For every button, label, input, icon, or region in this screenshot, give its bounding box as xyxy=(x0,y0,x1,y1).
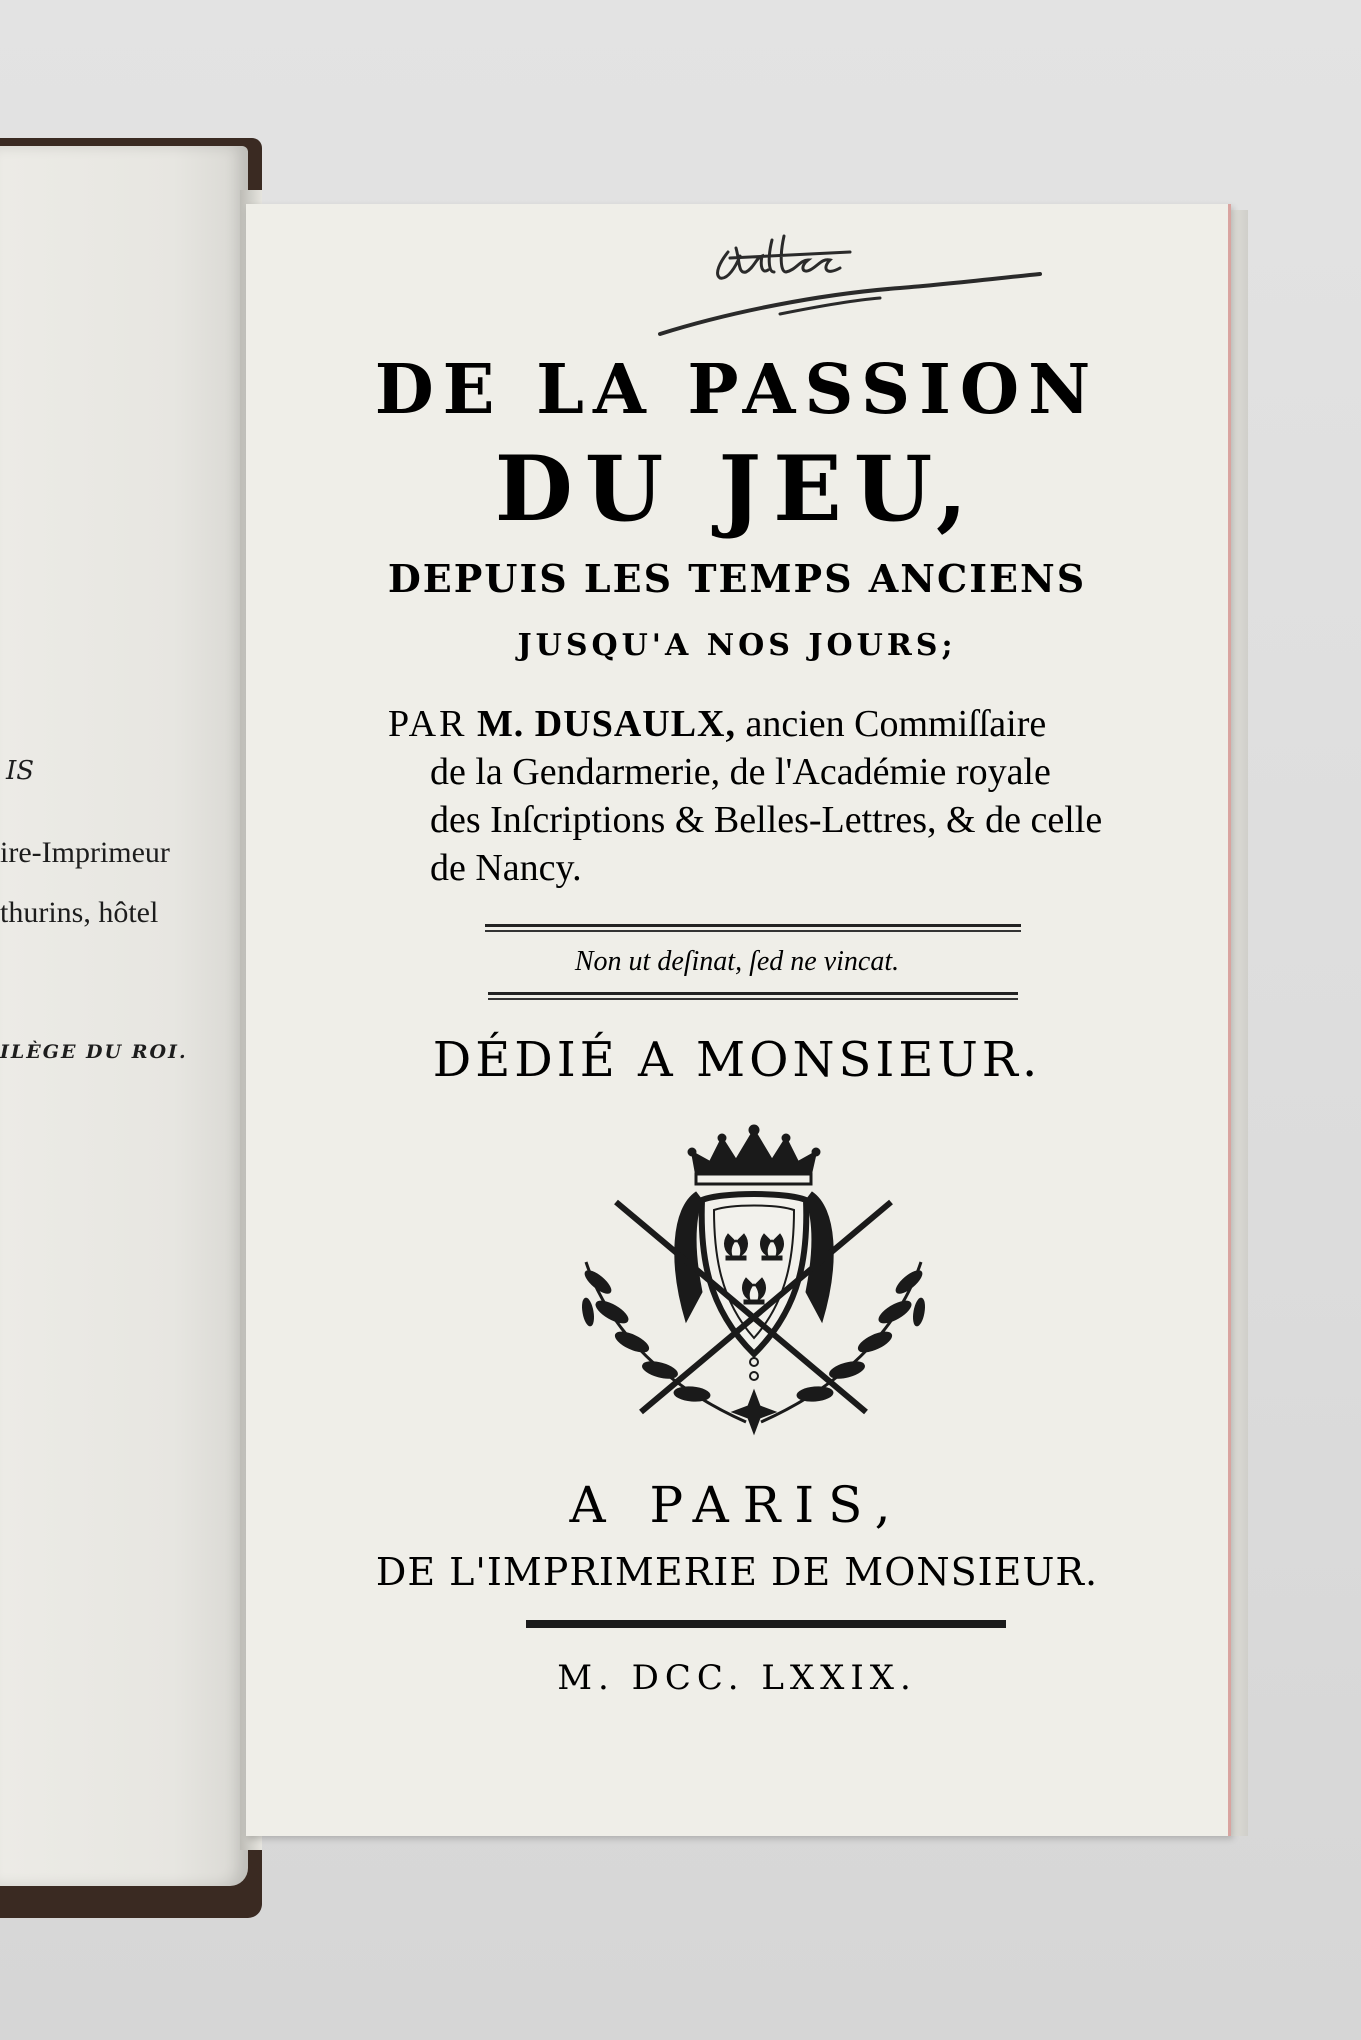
title-line-2: DU JEU, xyxy=(494,436,980,542)
motto: Non ut deſinat, ſed ne vincat. xyxy=(574,946,900,977)
subtitle-line-2: JUSQU'A NOS JOURS; xyxy=(517,628,957,663)
left-page-line-2: ire-Imprimeur xyxy=(0,836,170,869)
author-line-3: des Inſcriptions & Belles-Lettres, & de celle xyxy=(430,799,1103,841)
royal-crest-icon xyxy=(576,1122,931,1447)
imprint-place: A PARIS, xyxy=(569,1476,905,1534)
imprint-printer: DE L'IMPRIMERIE DE MONSIEUR. xyxy=(375,1550,1099,1594)
handwritten-signature xyxy=(650,222,1050,342)
double-rule-bottom xyxy=(488,992,1018,1000)
thick-rule xyxy=(526,1620,1006,1628)
author-line-2: de la Gendarmerie, de l'Académie royale xyxy=(430,751,1051,793)
double-rule-top xyxy=(485,924,1021,932)
dedication: DÉDIÉ A MONSIEUR. xyxy=(432,1032,1042,1088)
author-line-4: de Nancy. xyxy=(430,847,582,889)
left-page-line-1: IS xyxy=(6,756,35,786)
author-name: M. DUSAULX, xyxy=(476,703,736,745)
title-line-1: DE LA PASSION xyxy=(374,350,1100,430)
author-par: PAR xyxy=(388,703,468,745)
left-page xyxy=(0,146,248,1886)
author-block xyxy=(388,700,1128,892)
imprint-year: M. DCC. LXXIX. xyxy=(557,1658,917,1698)
author-line-1 xyxy=(388,700,1128,748)
subtitle-line-1: DEPUIS LES TEMPS ANCIENS xyxy=(387,556,1087,601)
author-title: ancien Commiſſaire xyxy=(745,703,1047,745)
left-page-line-3: thurins, hôtel xyxy=(0,896,159,929)
left-page-line-4: ILÈGE DU ROI. xyxy=(0,1041,188,1063)
